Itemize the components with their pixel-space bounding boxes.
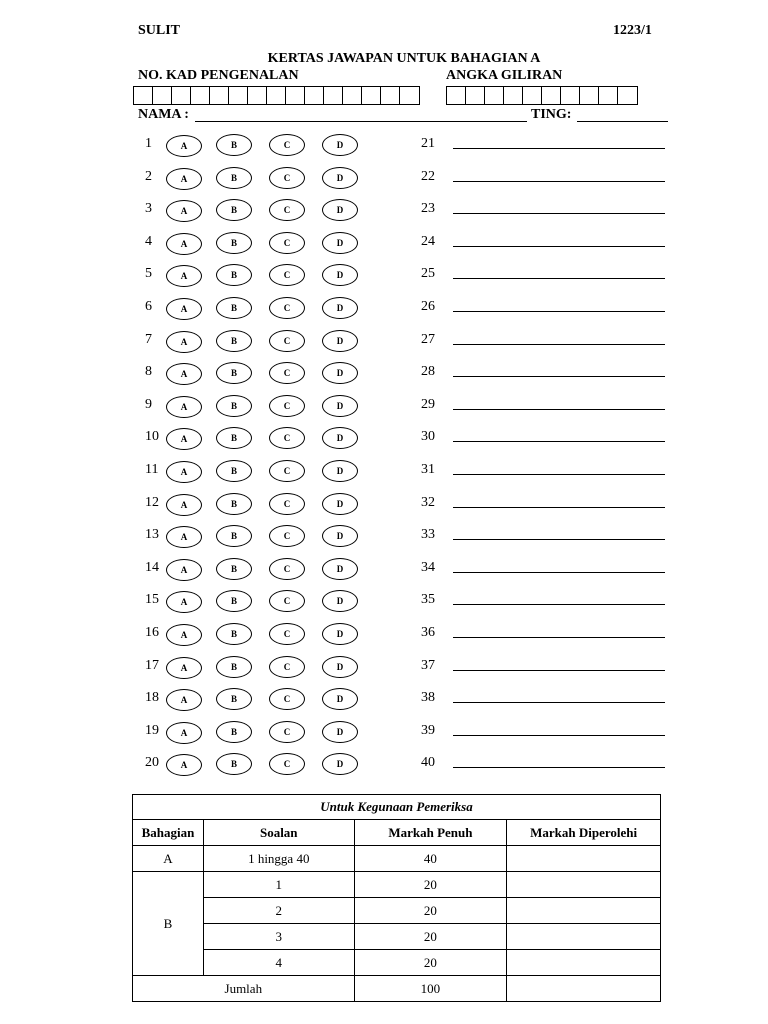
answer-bubble-c[interactable]: C (269, 656, 305, 678)
answer-bubble-c[interactable]: C (269, 362, 305, 384)
question-number: 25 (421, 266, 435, 282)
answer-bubble-b[interactable]: B (216, 558, 252, 580)
total-label: Jumlah (133, 976, 355, 1002)
answer-line[interactable] (453, 278, 665, 279)
answer-bubble-c[interactable]: C (269, 395, 305, 417)
answer-bubble-d[interactable]: D (322, 167, 358, 189)
question-number: 11 (145, 462, 159, 477)
answer-bubble-b[interactable]: B (216, 721, 252, 743)
answer-bubble-d[interactable]: D (322, 427, 358, 449)
answer-bubble-a[interactable]: A (166, 135, 202, 157)
question-number: 1 (145, 136, 152, 151)
answer-line[interactable] (453, 507, 665, 508)
answer-bubble-a[interactable]: A (166, 722, 202, 744)
answer-bubble-c[interactable]: C (269, 753, 305, 775)
question-number: 33 (421, 527, 435, 543)
answer-line[interactable] (453, 311, 665, 312)
question-number: 5 (145, 266, 152, 282)
answer-bubble-a[interactable]: A (166, 526, 202, 548)
question-number: 12 (145, 494, 159, 510)
total-marks-obtained[interactable] (507, 976, 661, 1002)
id-card-label: NO. KAD PENGENALAN (138, 68, 299, 83)
answer-bubble-b[interactable]: B (216, 590, 252, 612)
answer-bubble-c[interactable]: C (269, 493, 305, 515)
question-number: 36 (421, 625, 435, 640)
question-number: 40 (421, 755, 435, 771)
id-card-boxes[interactable] (133, 86, 420, 105)
answer-bubble-c[interactable]: C (269, 297, 305, 319)
answer-bubble-d[interactable]: D (322, 362, 358, 384)
question-number: 10 (145, 429, 159, 445)
answer-bubble-a[interactable]: A (166, 494, 202, 516)
answer-bubble-d[interactable]: D (322, 493, 358, 515)
answer-bubble-b[interactable]: B (216, 395, 252, 417)
question-number: 7 (145, 331, 152, 347)
section-b-marks-obtained[interactable] (507, 950, 661, 976)
section-a-questions: 1 hingga 40 (203, 846, 354, 872)
answer-bubble-a[interactable]: A (166, 754, 202, 776)
question-number: 31 (421, 462, 435, 477)
answer-bubble-d[interactable]: D (322, 297, 358, 319)
answer-bubble-d[interactable]: D (322, 656, 358, 678)
answer-line[interactable] (453, 181, 665, 182)
answer-line[interactable] (453, 376, 665, 377)
answer-bubble-a[interactable]: A (166, 396, 202, 418)
question-number: 23 (421, 201, 435, 217)
answer-bubble-c[interactable]: C (269, 558, 305, 580)
question-number: 22 (421, 168, 435, 184)
answer-bubble-c[interactable]: C (269, 721, 305, 743)
section-b-question: 3 (203, 924, 354, 950)
exam-number-label: ANGKA GILIRAN (446, 68, 563, 83)
answer-bubble-b[interactable]: B (216, 623, 252, 645)
answer-bubble-c[interactable]: C (269, 427, 305, 449)
answer-line[interactable] (453, 670, 665, 671)
answer-bubble-b[interactable]: B (216, 460, 252, 482)
answer-bubble-c[interactable]: C (269, 525, 305, 547)
answer-bubble-c[interactable]: C (269, 590, 305, 612)
question-number: 29 (421, 396, 435, 412)
header-paper-code: 1223/1 (613, 23, 652, 38)
answer-bubble-a[interactable]: A (166, 265, 202, 287)
answer-bubble-b[interactable]: B (216, 493, 252, 515)
page-title: KERTAS JAWAPAN UNTUK BAHAGIAN A (267, 51, 541, 66)
section-b-marks-obtained[interactable] (507, 872, 661, 898)
question-number: 24 (421, 233, 435, 249)
question-number: 2 (145, 168, 152, 184)
section-b-marks-obtained[interactable] (507, 898, 661, 924)
answer-line[interactable] (453, 213, 665, 214)
answer-bubble-d[interactable]: D (322, 623, 358, 645)
question-number: 35 (421, 592, 435, 608)
question-number: 27 (421, 331, 435, 347)
answer-bubble-a[interactable]: A (166, 461, 202, 483)
answer-bubble-c[interactable]: C (269, 460, 305, 482)
answer-line[interactable] (453, 604, 665, 605)
answer-bubble-d[interactable]: D (322, 721, 358, 743)
answer-bubble-b[interactable]: B (216, 199, 252, 221)
answer-bubble-d[interactable]: D (322, 558, 358, 580)
section-b-full-marks: 20 (354, 872, 507, 898)
answer-bubble-b[interactable]: B (216, 753, 252, 775)
answer-bubble-a[interactable]: A (166, 428, 202, 450)
answer-bubble-a[interactable]: A (166, 689, 202, 711)
question-number: 18 (145, 690, 159, 706)
answer-line[interactable] (453, 539, 665, 540)
answer-bubble-c[interactable]: C (269, 623, 305, 645)
answer-bubble-a[interactable]: A (166, 200, 202, 222)
answer-bubble-d[interactable]: D (322, 525, 358, 547)
answer-bubble-a[interactable]: A (166, 591, 202, 613)
answer-line[interactable] (453, 735, 665, 736)
answer-line[interactable] (453, 474, 665, 475)
answer-bubble-b[interactable]: B (216, 427, 252, 449)
question-number: 3 (145, 201, 152, 217)
answer-bubble-a[interactable]: A (166, 363, 202, 385)
total-full-marks: 100 (354, 976, 507, 1002)
col-header-full-marks: Markah Penuh (354, 820, 507, 846)
answer-bubble-b[interactable]: B (216, 134, 252, 156)
question-number: 39 (421, 722, 435, 738)
question-number: 13 (145, 527, 159, 543)
col-header-question: Soalan (203, 820, 354, 846)
answer-bubble-a[interactable]: A (166, 559, 202, 581)
question-number: 15 (145, 592, 159, 608)
section-b-question: 1 (203, 872, 354, 898)
answer-bubble-b[interactable]: B (216, 688, 252, 710)
answer-line[interactable] (453, 148, 665, 149)
answer-line[interactable] (453, 409, 665, 410)
answer-bubble-d[interactable]: D (322, 232, 358, 254)
answer-bubble-b[interactable]: B (216, 330, 252, 352)
name-label: NAMA : (138, 107, 189, 122)
section-a-marks-obtained[interactable] (507, 846, 661, 872)
exam-number-boxes[interactable] (446, 86, 638, 105)
header-sulit: SULIT (138, 23, 181, 38)
question-number: 19 (145, 722, 159, 738)
section-b-marks-obtained[interactable] (507, 924, 661, 950)
name-field-line[interactable] (195, 121, 527, 122)
question-number: 6 (145, 299, 152, 314)
form-label: TING: (531, 107, 572, 122)
form-field-line[interactable] (577, 121, 668, 122)
question-number: 38 (421, 690, 435, 706)
question-number: 26 (421, 299, 435, 314)
answer-bubble-d[interactable]: D (322, 753, 358, 775)
answer-bubble-c[interactable]: C (269, 134, 305, 156)
question-number: 17 (145, 657, 159, 673)
answer-bubble-a[interactable]: A (166, 331, 202, 353)
answer-bubble-d[interactable]: D (322, 199, 358, 221)
answer-line[interactable] (453, 702, 665, 703)
answer-bubble-a[interactable]: A (166, 298, 202, 320)
question-number: 21 (421, 136, 435, 151)
question-number: 20 (145, 755, 159, 771)
answer-bubble-b[interactable]: B (216, 656, 252, 678)
question-number: 37 (421, 657, 435, 673)
answer-bubble-c[interactable]: C (269, 264, 305, 286)
answer-bubble-a[interactable]: A (166, 168, 202, 190)
answer-bubble-c[interactable]: C (269, 330, 305, 352)
answer-bubble-c[interactable]: C (269, 232, 305, 254)
answer-bubble-d[interactable]: D (322, 460, 358, 482)
section-a-name: A (133, 846, 204, 872)
answer-bubble-d[interactable]: D (322, 395, 358, 417)
answer-bubble-b[interactable]: B (216, 362, 252, 384)
answer-bubble-d[interactable]: D (322, 688, 358, 710)
section-b-name: B (133, 872, 204, 976)
answer-bubble-d[interactable]: D (322, 134, 358, 156)
answer-line[interactable] (453, 637, 665, 638)
answer-bubble-d[interactable]: D (322, 330, 358, 352)
question-number: 16 (145, 625, 159, 640)
answer-bubble-a[interactable]: A (166, 657, 202, 679)
question-number: 28 (421, 364, 435, 380)
section-b-question: 2 (203, 898, 354, 924)
answer-line[interactable] (453, 246, 665, 247)
answer-bubble-a[interactable]: A (166, 233, 202, 255)
answer-bubble-d[interactable]: D (322, 590, 358, 612)
answer-bubble-b[interactable]: B (216, 297, 252, 319)
question-number: 34 (421, 559, 435, 575)
question-number: 30 (421, 429, 435, 445)
examiner-table-title: Untuk Kegunaan Pemeriksa (133, 795, 661, 820)
answer-bubble-b[interactable]: B (216, 264, 252, 286)
answer-bubble-d[interactable]: D (322, 264, 358, 286)
examiner-table (132, 794, 661, 1002)
section-b-full-marks: 20 (354, 898, 507, 924)
answer-bubble-b[interactable]: B (216, 167, 252, 189)
question-number: 8 (145, 364, 152, 380)
answer-line[interactable] (453, 767, 665, 768)
question-number: 32 (421, 494, 435, 510)
answer-bubble-b[interactable]: B (216, 525, 252, 547)
section-a-full-marks: 40 (354, 846, 507, 872)
answer-bubble-c[interactable]: C (269, 688, 305, 710)
section-b-question: 4 (203, 950, 354, 976)
section-b-full-marks: 20 (354, 950, 507, 976)
answer-line[interactable] (453, 572, 665, 573)
answer-bubble-a[interactable]: A (166, 624, 202, 646)
answer-line[interactable] (453, 344, 665, 345)
answer-bubble-c[interactable]: C (269, 167, 305, 189)
answer-bubble-c[interactable]: C (269, 199, 305, 221)
question-number: 4 (145, 233, 152, 249)
col-header-marks-obtained: Markah Diperolehi (507, 820, 661, 846)
question-number: 14 (145, 559, 159, 575)
col-header-section: Bahagian (133, 820, 204, 846)
answer-bubble-b[interactable]: B (216, 232, 252, 254)
section-b-full-marks: 20 (354, 924, 507, 950)
answer-line[interactable] (453, 441, 665, 442)
question-number: 9 (145, 396, 152, 412)
